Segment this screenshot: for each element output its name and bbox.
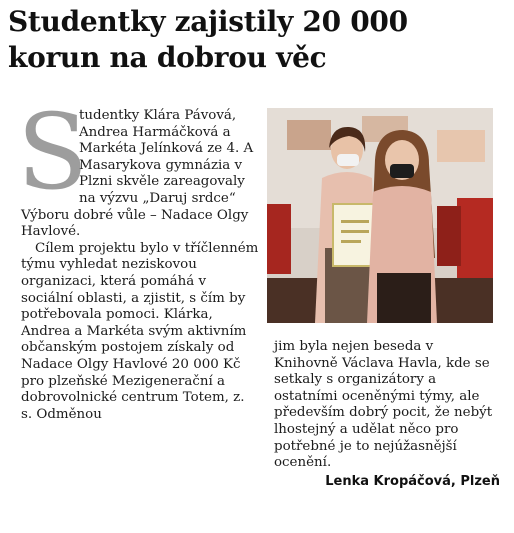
article-column-left	[17, 91, 259, 423]
photo-two-students-with-certificate	[267, 108, 493, 323]
article-column-right	[274, 339, 500, 490]
drop-cap: S	[17, 91, 89, 213]
article-paragraph-2: Cílem projektu bylo v tříčlenném týmu vyhledat neziskovou organizaci, která pomáhá v sociální oblasti, a zjistit, s čím by potřebovala pomoci. Klárka, Andrea a Markéta svým aktivním občanským postojem získaly od Nadace Olgy Havlové 20 000 Kč pro plzeňské Mezigenerační a dobrovolnické centrum Totem, z. s. Odměnou	[21, 240, 259, 422]
article-headline: Studentky zajistily 20 000 korun na dobrou věc	[8, 5, 408, 74]
article-paragraph-1: tudentky Klára Pávová, Andrea Harmáčková a Markéta Jelínková ze 4. A Masarykova gymnázia v Plzni skvěle zareagovaly na výzvu „Daruj srdce“ Výboru dobré vůle – Nadace Olgy Havlové.	[21, 108, 254, 240]
article-byline: Lenka Kropáčová, Plzeň	[325, 473, 500, 489]
article-photo	[267, 108, 493, 323]
article-paragraph-3: jim byla nejen beseda v Knihovně Václava Havla, kde se setkaly s organizátory a ostatními oceněnými týmy, ale především dobrý pocit, že nebýt lhostejný a udělat něco pro potřebné je to nejúžasnější ocenění.	[274, 339, 493, 471]
